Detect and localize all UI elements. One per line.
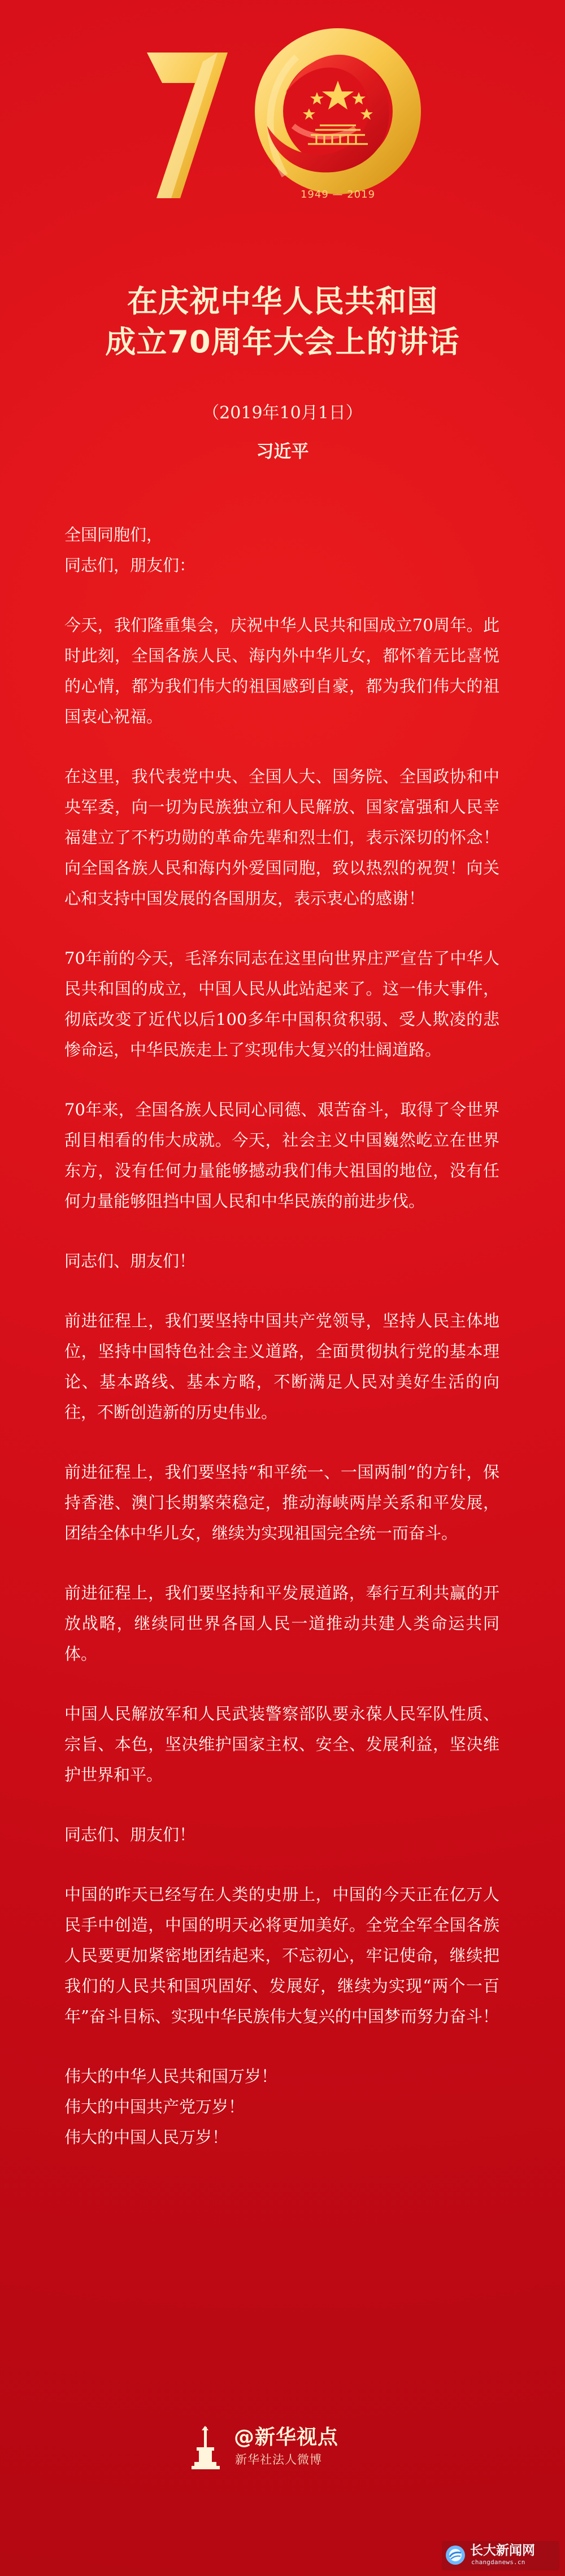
salutation-line-2: 同志们，朋友们： — [64, 556, 196, 575]
brand-subtitle: 新华社法人微博 — [235, 2453, 322, 2466]
speech-title — [0, 281, 565, 363]
watermark-title: 长大新闻网 — [470, 2543, 535, 2558]
70th-anniversary-logo-icon — [121, 14, 438, 223]
xinhua-brand — [191, 2426, 383, 2477]
speech-date: （2019年10月1日） — [202, 403, 363, 423]
salutation — [64, 519, 499, 580]
closing-lines — [64, 2061, 499, 2153]
paragraph-11: 中国的昨天已经写在人类的史册上，中国的今天正在亿万人民手中创造，中国的明天必将更加美好。全党全军全国各族人民要更加紧密地团结起来，不忘初心，牢记使命，继续把我们的人民共和国巩固好、发展好，继续为实现“两个一百年”奋斗目标、实现中华民族伟大复兴的中国梦而努力奋斗！ — [64, 1885, 499, 2026]
paragraph-7: 前进征程上，我们要坚持“和平统一、一国两制”的方针，保持香港、澳门长期繁荣稳定，推动海峡两岸关系和平发展，团结全体中华儿女，继续为实现祖国完全统一而奋斗。 — [64, 1462, 499, 1543]
paragraph-8: 前进征程上，我们要坚持和平发展道路，奉行互利共赢的开放战略，继续同世界各国人民一道推动共建人类命运共同体。 — [64, 1583, 499, 1664]
paragraph-10: 同志们、朋友们！ — [64, 1825, 196, 1844]
news-site-icon — [445, 2545, 466, 2565]
paragraph-5: 同志们、朋友们！ — [64, 1251, 196, 1270]
watermark-url: changdanews.cn — [471, 2558, 525, 2566]
logo-years: 1949 — 2019 — [300, 189, 376, 200]
anniversary-logo — [121, 14, 438, 223]
closing-line-3: 伟大的中国人民万岁！ — [64, 2128, 229, 2147]
closing-line-2: 伟大的中国共产党万岁！ — [64, 2097, 245, 2116]
paragraph-9: 中国人民解放军和人民武装警察部队要永葆人民军队性质、宗旨、本色，坚决维护国家主权、安全、发展利益，坚决维护世界和平。 — [64, 1704, 499, 1784]
salutation-line-1: 全国同胞们， — [64, 525, 163, 544]
title-line-2: 成立70周年大会上的讲话 — [105, 324, 460, 360]
brand-name: @新华视点 — [234, 2426, 339, 2449]
paragraph-6: 前进征程上，我们要坚持中国共产党领导，坚持人民主体地位，坚持中国特色社会主义道路，全面贯彻执行党的基本理论、基本路线、基本方略，不断满足人民对美好生活的向往，不断创造新的历史伟业。 — [64, 1311, 499, 1422]
paragraph-3: 70年前的今天，毛泽东同志在这里向世界庄严宣告了中华人民共和国的成立，中国人民从此站起来了。这一伟大事件，彻底改变了近代以后100多年中国积贫积弱、受人欺凌的悲惨命运，中华民族走上了实现伟大复兴的壮阔道路。 — [64, 949, 499, 1059]
title-line-1: 在庆祝中华人民共和国 — [127, 283, 438, 319]
paragraph-1: 今天，我们隆重集会，庆祝中华人民共和国成立70周年。此时此刻，全国各族人民、海内外中华儿女，都怀着无比喜悦的心情，都为我们伟大的祖国感到自豪，都为我们伟大的祖国衷心祝福。 — [64, 615, 499, 726]
closing-line-1: 伟大的中华人民共和国万岁！ — [64, 2067, 278, 2086]
speech-author: 习近平 — [256, 442, 309, 462]
xinhua-brand-icon — [191, 2426, 220, 2471]
site-watermark — [442, 2541, 559, 2570]
speech-body — [64, 519, 499, 2153]
paragraph-4: 70年来，全国各族人民同心同德、艰苦奋斗，取得了令世界刮目相看的伟大成就。今天，社会主义中国巍然屹立在世界东方，没有任何力量能够撼动我们伟大祖国的地位，没有任何力量能够阻挡中国人民和中华民族的前进步伐。 — [64, 1100, 499, 1211]
paragraph-2: 在这里，我代表党中央、全国人大、国务院、全国政协和中央军委，向一切为民族独立和人民解放、国家富强和人民幸福建立了不朽功勋的革命先辈和烈士们，表示深切的怀念！向全国各族人民和海内外爱国同胞，致以热烈的祝贺！向关心和支持中国发展的各国朋友，表示衷心的感谢！ — [64, 767, 499, 908]
